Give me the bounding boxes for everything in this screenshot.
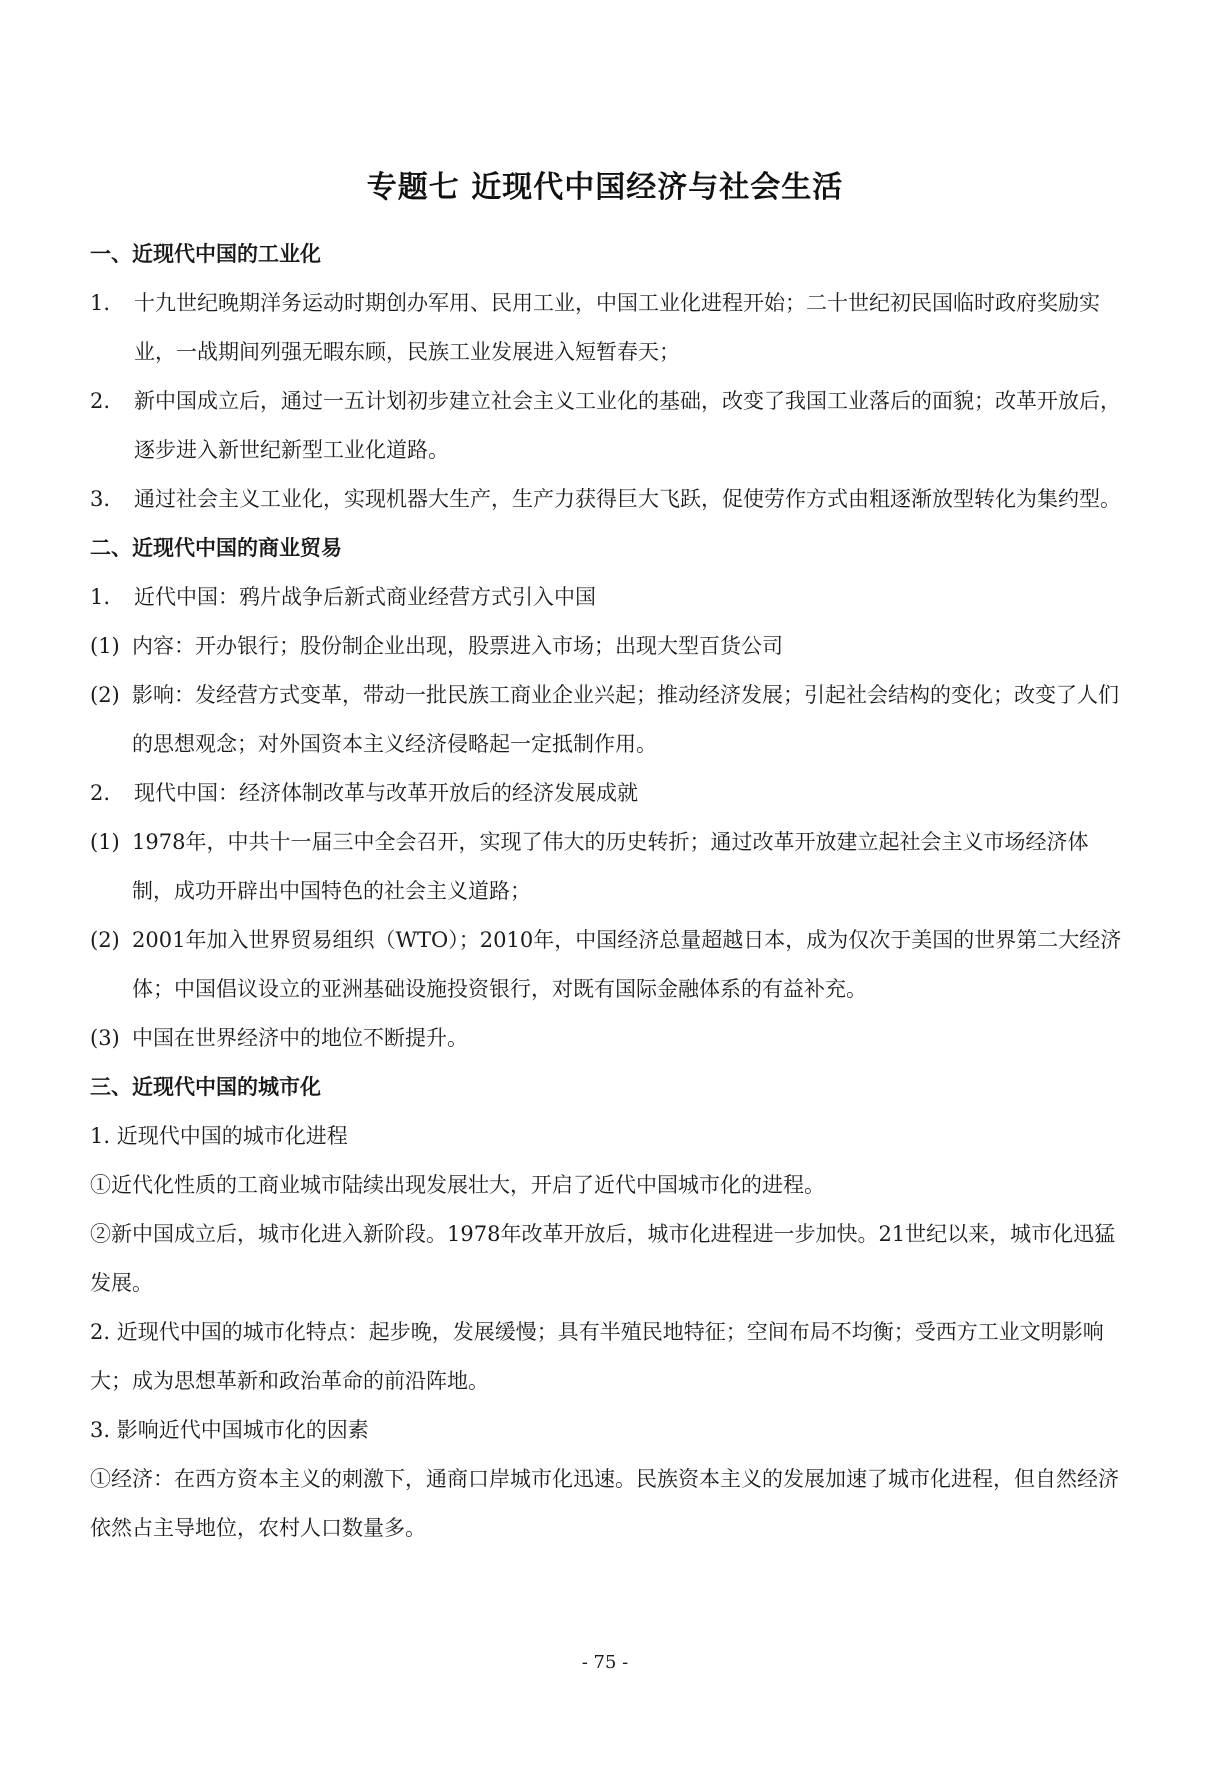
item-text: 新中国成立后，通过一五计划初步建立社会主义工业化的基础，改变了我国工业落后的面貌；改革开放后，逐步进入新世纪新型工业化道路。	[134, 389, 1121, 462]
list-item	[90, 622, 1130, 671]
list-item	[90, 377, 1130, 475]
list-item	[90, 475, 1130, 524]
item-number: (2)	[90, 928, 120, 952]
document-body	[90, 230, 1130, 1553]
item-number: 2.	[90, 781, 111, 805]
list-item	[90, 573, 1130, 622]
item-text: 中国在世界经济中的地位不断提升。	[132, 1026, 468, 1050]
item-number: 1.	[90, 291, 111, 315]
item-number: (1)	[90, 634, 120, 658]
item-text: 影响：发经营方式变革，带动一批民族工商业企业兴起；推动经济发展；引起社会结构的变化；改变了人们的思想观念；对外国资本主义经济侵略起一定抵制作用。	[132, 683, 1119, 756]
item-text: 1978年，中共十一届三中全会召开，实现了伟大的历史转折；通过改革开放建立起社会主义市场经济体制，成功开辟出中国特色的社会主义道路；	[132, 830, 1089, 903]
item-text: 内容：开办银行；股份制企业出现，股票进入市场；出现大型百货公司	[132, 634, 783, 658]
list-item	[90, 916, 1130, 1014]
section-heading-industrialization: 一、近现代中国的工业化	[90, 242, 321, 266]
item-text: 现代中国：经济体制改革与改革开放后的经济发展成就	[134, 781, 638, 805]
list-item	[90, 818, 1130, 916]
section-heading-urbanization: 三、近现代中国的城市化	[90, 1075, 321, 1099]
item-text: 通过社会主义工业化，实现机器大生产，生产力获得巨大飞跃，促使劳作方式由粗逐渐放型转化为集约型。	[134, 487, 1121, 511]
list-item	[90, 671, 1130, 769]
list-item	[90, 279, 1130, 377]
list-item	[90, 769, 1130, 818]
item-number: (3)	[90, 1026, 120, 1050]
item-text: 十九世纪晚期洋务运动时期创办军用、民用工业，中国工业化进程开始；二十世纪初民国临时政府奖励实业，一战期间列强无暇东顾，民族工业发展进入短暂春天；	[134, 291, 1100, 364]
list-item	[90, 1014, 1130, 1063]
item-text: 近代中国：鸦片战争后新式商业经营方式引入中国	[134, 585, 596, 609]
page-number: - 75 -	[581, 1652, 629, 1673]
paragraph: 2. 近现代中国的城市化特点：起步晚，发展缓慢；具有半殖民地特征；空间布局不均衡；受西方工业文明影响大；成为思想革新和政治革命的前沿阵地。	[90, 1320, 1104, 1393]
section-heading-commerce: 二、近现代中国的商业贸易	[90, 536, 342, 560]
item-number: (2)	[90, 683, 120, 707]
page-title: 专题七 近现代中国经济与社会生活	[366, 170, 844, 205]
paragraph: 1. 近现代中国的城市化进程	[90, 1124, 348, 1148]
item-number: 3.	[90, 487, 111, 511]
item-number: 2.	[90, 389, 111, 413]
paragraph: ①近代化性质的工商业城市陆续出现发展壮大，开启了近代中国城市化的进程。	[90, 1173, 825, 1197]
paragraph: ②新中国成立后，城市化进入新阶段。1978年改革开放后，城市化进程进一步加快。21世纪以来，城市化迅猛发展。	[90, 1222, 1116, 1295]
paragraph: ①经济：在西方资本主义的刺激下，通商口岸城市化迅速。民族资本主义的发展加速了城市化进程，但自然经济依然占主导地位，农村人口数量多。	[90, 1467, 1119, 1540]
item-text: 2001年加入世界贸易组织（WTO）；2010年，中国经济总量超越日本，成为仅次于美国的世界第二大经济体；中国倡议设立的亚洲基础设施投资银行，对既有国际金融体系的有益补充。	[132, 928, 1122, 1001]
item-number: 1.	[90, 585, 111, 609]
paragraph: 3. 影响近代中国城市化的因素	[90, 1418, 369, 1442]
item-number: (1)	[90, 830, 120, 854]
